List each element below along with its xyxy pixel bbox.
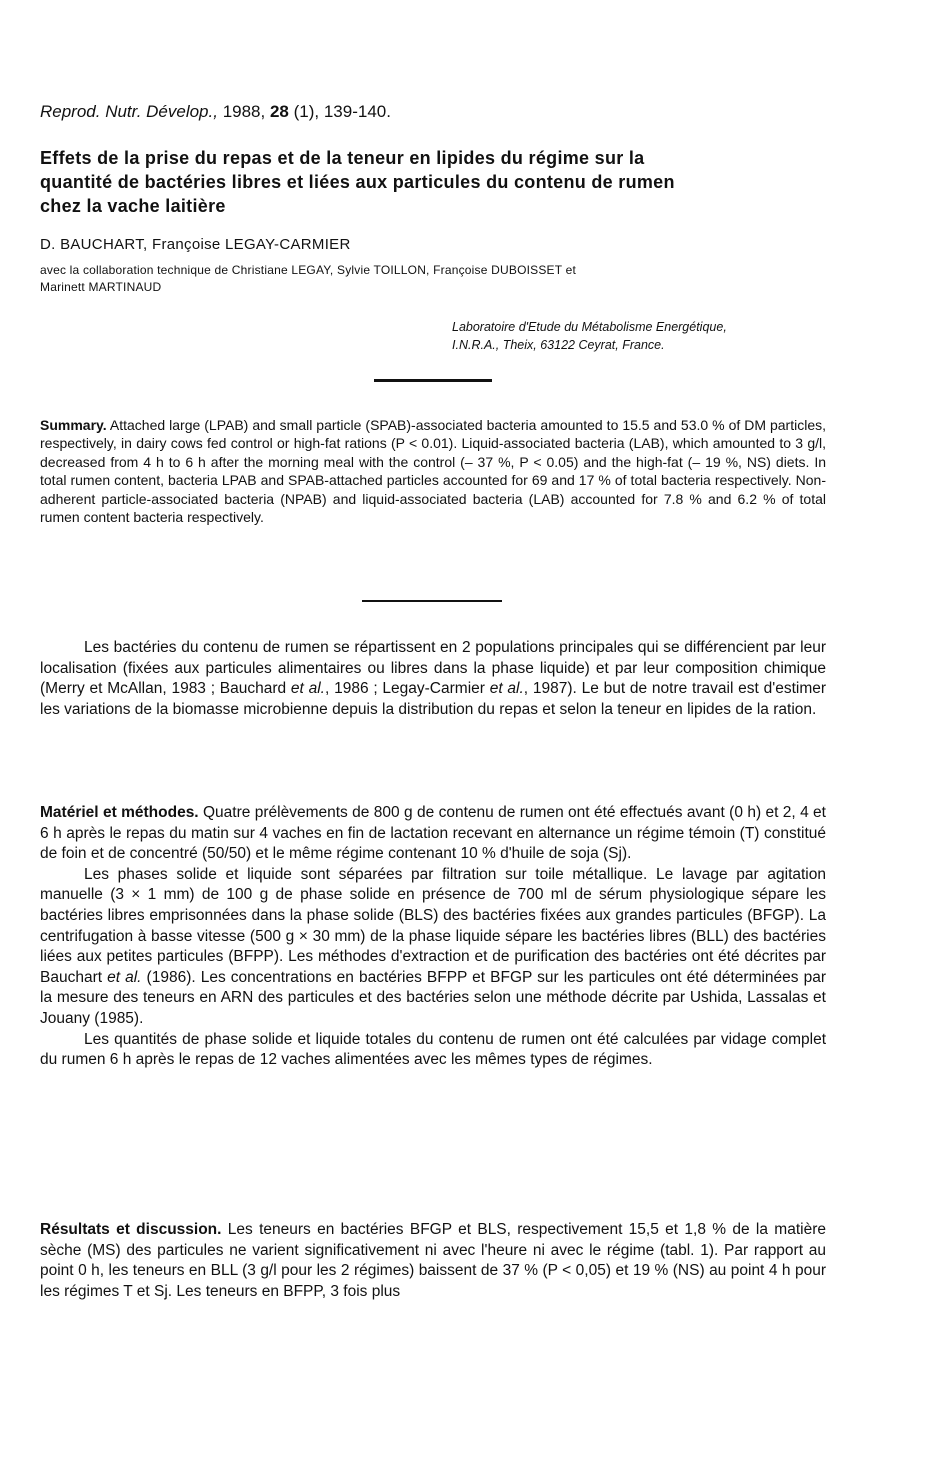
summary-abstract [40, 416, 826, 526]
title-line: Effets de la prise du repas et de la teneur en lipides du régime sur la [40, 148, 645, 168]
results-section [40, 1220, 826, 1302]
methods-paragraph [40, 803, 826, 865]
methods-paragraph: Les quantités de phase solide et liquide totales du contenu de rumen ont été calculées par vidage complet du rumen 6 h après le repas de 12 vaches alimentées avec les mêmes types de régimes. [40, 1030, 826, 1069]
collaboration-line: Marinett MARTINAUD [40, 280, 162, 294]
results-text: Les teneurs en bactéries BFGP et BLS, respectivement 15,5 et 1,8 % de la matière sèche (MS) des particules ne varient significativement ni avec l'heure ni avec le régime (tabl. 1). Par rapport au point 0 h, les teneurs en BLL (3 g/l pour les 2 régimes) baissent de 37 % (P < 0,05) et 19 % (NS) au point 4 h pour les régimes T et Sj. Les teneurs en BFPP, 3 fois plus [40, 1221, 826, 1300]
citation-et-al: et al. [290, 680, 325, 698]
article-title [40, 146, 826, 218]
methods-section [40, 803, 826, 1071]
authors: D. BAUCHART, Françoise LEGAY-CARMIER [40, 236, 351, 253]
methods-text: Quatre prélèvements de 800 g de contenu de rumen ont été effectués avant (0 h) et 2, 4 et 6 h après le repas du matin sur 4 vaches en fin de lactation recevant en alternance un régime témoin (T) constitué de foin et de concentré (50/50) et le même régime contenant 10 % d'huile de soja (Sj). [40, 804, 826, 863]
journal-citation [40, 102, 826, 122]
intro-text-part: Les bactéries du contenu de rumen se répartissent en 2 populations principales qui se différencient par leur localisation (fixées aux particules alimentaires ou libres dans la phase liquide) et par leur composition chimique (Merry et McAllan, 1983 ; Bauchard [40, 639, 826, 698]
intro-text [40, 638, 826, 720]
methods-paragraph [40, 865, 826, 1030]
intro-text-part: , 1986 ; Legay-Carmier [325, 680, 490, 698]
methods-heading: Matériel et méthodes. [40, 804, 199, 821]
title-line: chez la vache laitière [40, 196, 226, 216]
methods-text: Les phases solide et liquide sont séparées par filtration sur toile métallique. Le lavage par agitation manuelle (3 × 1 mm) de 100 g de phase solide en présence de 700 ml de sérum physiologique sépare les bactéries libres emprisonnées dans la phase solide (BLS) des bactéries fixées aux grandes particules (BFGP). La centrifugation à basse vitesse (500 g × 30 mm) de la phase liquide sépare les bactéries libres (BLL) des bactéries liées aux petites particules (BFPP). Les méthodes d'extraction et de purification des bactéries ont été décrites par Bauchart [40, 865, 826, 986]
title-line: quantité de bactéries libres et liées aux particules du contenu de rumen [40, 172, 675, 192]
journal-issue-pages: (1), 139-140. [293, 102, 391, 121]
collaboration-note [40, 262, 826, 296]
methods-text: (1986). Les concentrations en bactéries BFPP et BFGP sur les particules ont été déterminées par la mesure des teneurs en ARN des particules et des bactéries selon une méthode décrite par Ushida, Lassalas et Jouany (1985). [40, 968, 826, 1027]
summary-label: Summary. [40, 417, 107, 433]
divider-rule [374, 379, 492, 382]
collaboration-line: avec la collaboration technique de Christiane LEGAY, Sylvie TOILLON, Françoise DUBOISSET et [40, 263, 577, 277]
journal-volume: 28 [269, 102, 289, 121]
results-heading: Résultats et discussion. [40, 1221, 222, 1238]
affiliation-line: Laboratoire d'Etude du Métabolisme Energétique, [452, 320, 727, 334]
divider-rule [362, 600, 502, 602]
affiliation-line: I.N.R.A., Theix, 63122 Ceyrat, France. [452, 338, 665, 352]
journal-year: 1988, [222, 102, 266, 121]
citation-et-al: et al. [489, 680, 524, 698]
citation-et-al: et al. [107, 968, 142, 986]
intro-text-part: , 1987). Le but de notre travail est d'estimer les variations de la biomasse microbienne depuis la distribution du repas et selon la teneur en lipides de la ration. [40, 680, 827, 718]
affiliation [452, 318, 842, 354]
journal-name: Reprod. Nutr. Dévelop., [40, 102, 218, 121]
introduction-paragraph [40, 638, 826, 720]
summary-text: Attached large (LPAB) and small particle (SPAB)-associated bacteria amounted to 15.5 and 53.0 % of DM particles, respectively, in dairy cows fed control or high-fat rations (P < 0.01). Liquid-associated bacteria (LAB), which amounted to 3 g/l, decreased from 4 h to 6 h after the morning meal with the control (– 37 %, P < 0.05) and the high-fat (– 19 %, NS) diets. In total rumen content, bacteria LPAB and SPAB-attached particles accounted for 69 and 17 % of total bacteria respectively. Non-adherent particle-associated bacteria (NPAB) and liquid-associated bacteria (LAB) accounted for 7.8 % and 6.2 % of total rumen content bacteria respectively. [40, 417, 826, 526]
